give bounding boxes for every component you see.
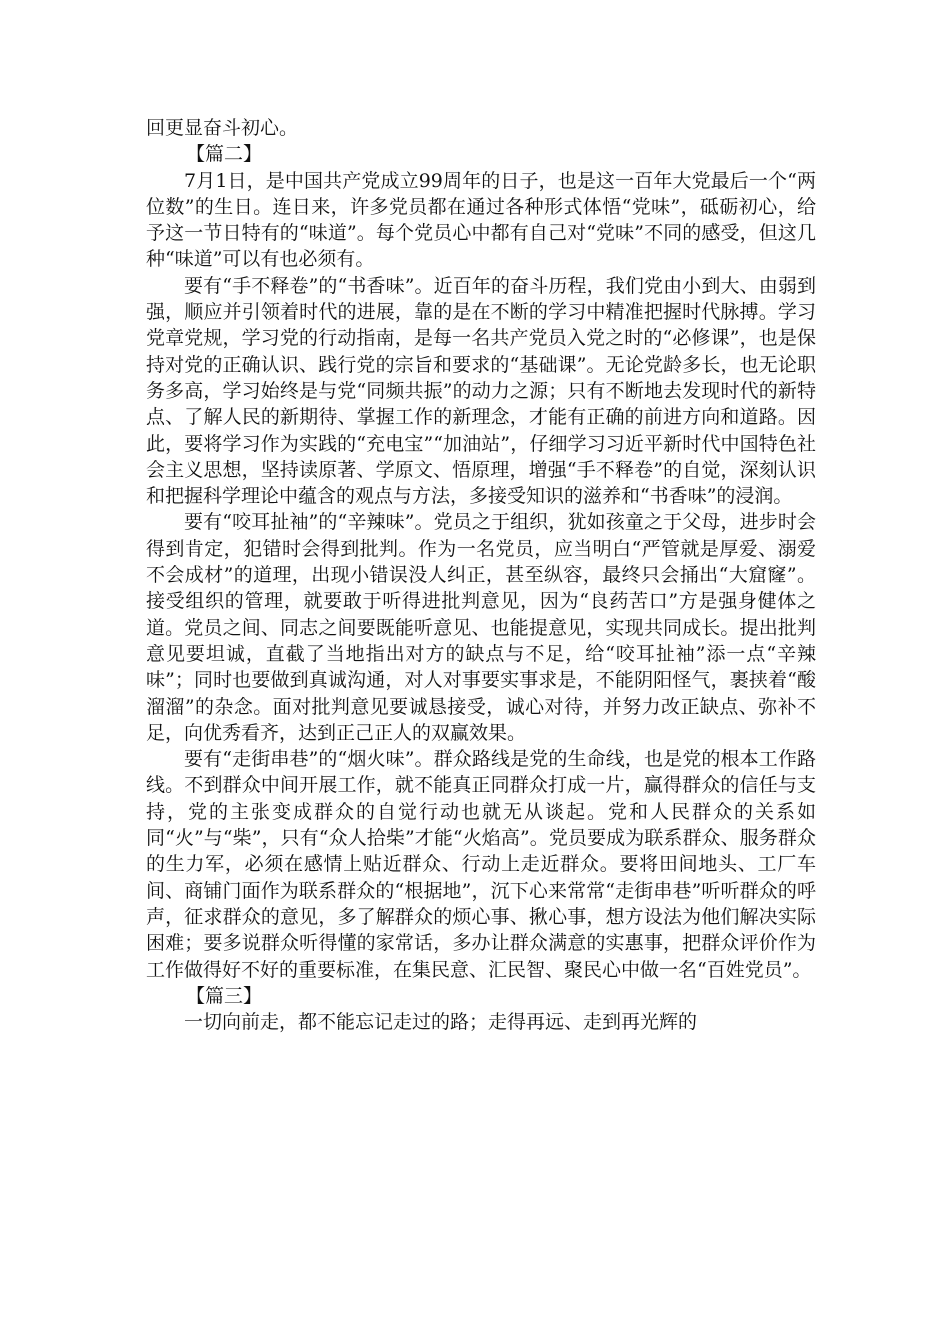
section-heading-3: 【篇三】 (186, 984, 263, 1007)
paragraph-book-fragrance: 要有“手不释卷”的“书香味”。近百年的奋斗历程，我们党由小到大、由弱到强，顺应并引领着时代的进展，靠的是在不断的学习中精准把握时代脉搏。学习党章党规，学习党的行动指南，是每一名共产党员入党之时的“必修课”，也是保持对党的正确认识、践行党的宗旨和要求的“基础课”。无论党龄多长，也无论职务多高，学习始终是与党“同频共振”的动力之源；只有不断地去发现时代的新特点、了解人民的新期待、掌握工作的新理念，才能有正确的前进方向和道路。因此，要将学习作为实践的“充电宝”“加油站”，仔细学习习近平新时代中国特色社会主义思想，坚持读原著、学原文、悟原理，增强“手不释卷”的自觉，深刻认识和把握科学理论中蕴含的观点与方法，多接受知识的滋养和“书香味”的浸润。 (146, 274, 816, 508)
continuation-line: 回更显奋斗初心。 (146, 117, 299, 139)
paragraph-intro: 7月1日，是中国共产党成立99周年的日子，也是这一百年大党最后一个“两位数”的生日。连日来，许多党员都在通过各种形式体悟“党味”，砥砺初心，给予这一节日特有的“味道”。每个党员心中都有自己对“党味”不同的感受，但这几种“味道”可以有也必须有。 (146, 169, 816, 271)
paragraph-spicy-taste: 要有“咬耳扯袖”的“辛辣味”。党员之于组织，犹如孩童之于父母，进步时会得到肯定，犯错时会得到批判。作为一名党员，应当明白“严管就是厚爱、溺爱不会成材”的道理，出现小错误没人纠正，甚至纵容，最终只会捅出“大窟窿”。接受组织的管理，就要敢于听得进批判意见，因为“良药苦口”方是强身健体之道。党员之间、同志之间要既能听意见、也能提意见，实现共同成长。提出批判意见要坦诚，直截了当地指出对方的缺点与不足，给“咬耳扯袖”添一点“辛辣味”；同时也要做到真诚沟通，对人对事要实事求是，不能阴阳怪气，裹挟着“酸溜溜”的杂念。面对批判意见要诚恳接受，诚心对待，并努力改正缺点、弥补不足，向优秀看齐，达到正己正人的双赢效果。 (146, 511, 816, 744)
section-heading-2: 【篇二】 (186, 143, 263, 166)
paragraph-everyday-life: 要有“走街串巷”的“烟火味”。群众路线是党的生命线，也是党的根本工作路线。不到群众中间开展工作，就不能真正同群众打成一片，赢得群众的信任与支持，党的主张变成群众的自觉行动也就无从谈起。党和人民群众的关系如同“火”与“柴”，只有“众人拾柴”才能“火焰高”。党员要成为联系群众、服务群众的生力军，必须在感情上贴近群众、行动上走近群众。要将田间地头、工厂车间、商铺门面作为联系群众的“根据地”，沉下心来常常“走街串巷”听听群众的呼声，征求群众的意见，多了解群众的烦心事、揪心事，想方设法为他们解决实际困难；要多说群众听得懂的家常话，多办让群众满意的实惠事，把群众评价作为工作做得好不好的重要标准，在集民意、汇民智、聚民心中做一名“百姓党员”。 (146, 748, 816, 981)
document-body (146, 115, 816, 1035)
paragraph-section3-start: 一切向前走，都不能忘记走过的路；走得再远、走到再光辉的 (184, 1011, 698, 1034)
